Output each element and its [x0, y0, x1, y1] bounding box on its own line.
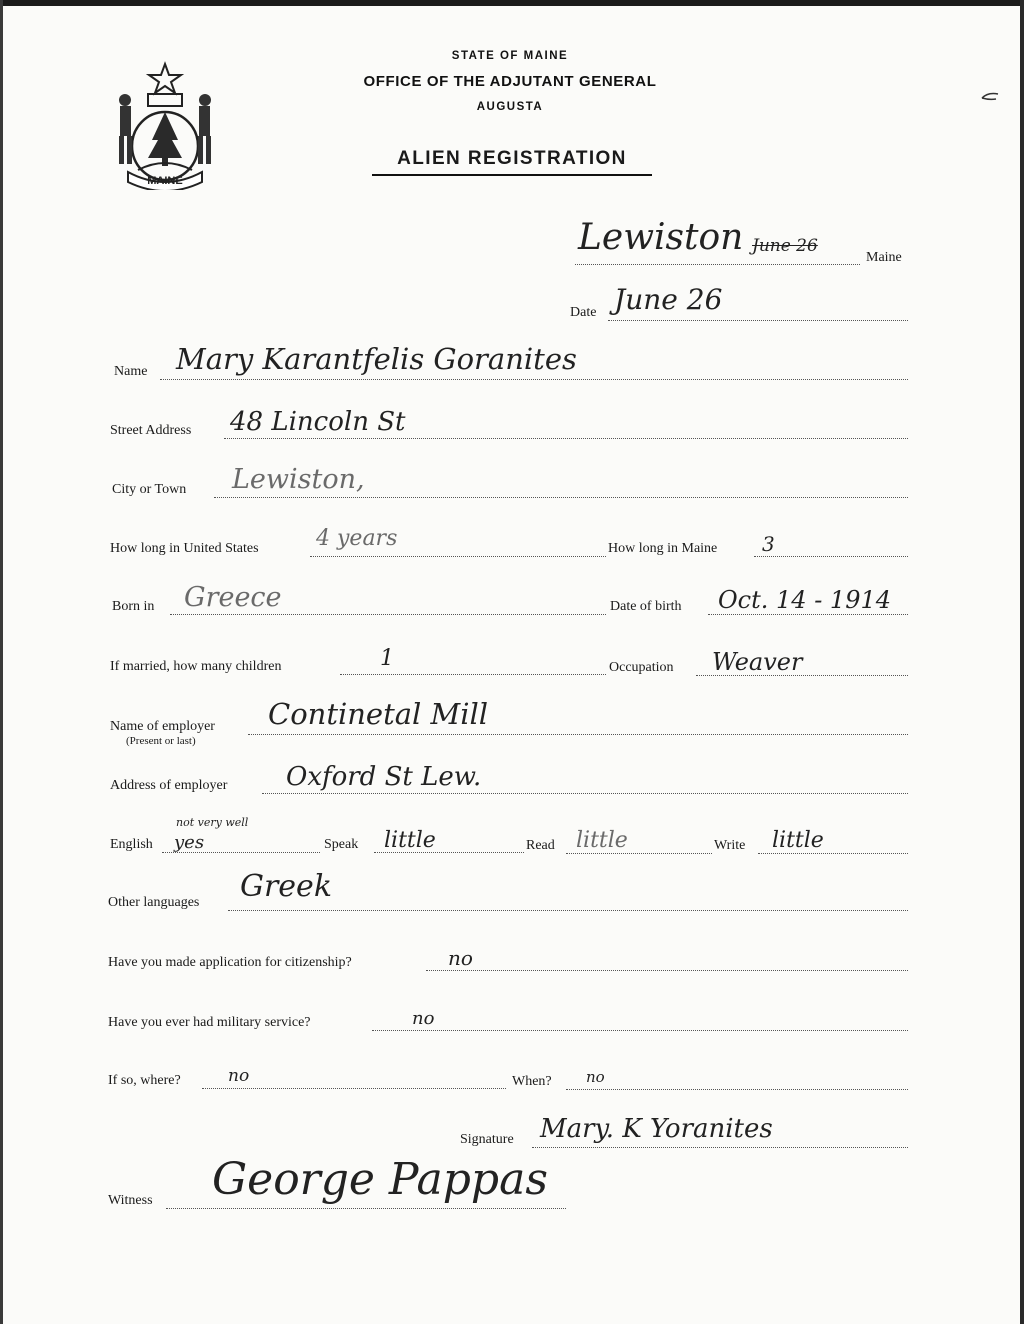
date-label: Date — [570, 305, 597, 320]
form-title: ALIEN REGISTRATION — [372, 148, 652, 176]
occupation-value: Weaver — [712, 648, 803, 676]
dob-value: Oct. 14 - 1914 — [718, 586, 892, 614]
date-value: June 26 — [614, 283, 723, 316]
employer-value: Continetal Mill — [268, 697, 489, 731]
scan-edge-left — [0, 0, 3, 1324]
dob-label: Date of birth — [610, 599, 682, 614]
children-label: If married, how many children — [110, 659, 282, 674]
english-note: not very well — [176, 816, 249, 829]
employer-sublabel: (Present or last) — [126, 735, 196, 747]
name-label: Name — [114, 364, 148, 379]
where-value: no — [228, 1066, 250, 1086]
street-value: 48 Lincoln St — [230, 407, 406, 437]
employer-label: Name of employer — [110, 719, 215, 734]
employer-address-label: Address of employer — [110, 778, 228, 793]
city-heading: AUGUSTA — [476, 101, 544, 113]
maine-seal-icon — [110, 60, 220, 190]
speak-value: little — [384, 828, 436, 853]
write-value: little — [772, 828, 824, 853]
witness-label: Witness — [108, 1193, 153, 1208]
scan-edge-right — [1020, 0, 1024, 1324]
when-value: no — [586, 1068, 605, 1086]
other-languages-value: Greek — [240, 869, 332, 904]
born-in-label: Born in — [112, 599, 155, 614]
state-label: Maine — [866, 250, 902, 265]
occupation-label: Occupation — [609, 660, 674, 675]
where-label: If so, where? — [108, 1073, 181, 1088]
military-label: Have you ever had military service? — [108, 1015, 311, 1030]
place-value: Lewiston — [578, 217, 744, 258]
english-value: yes — [174, 832, 205, 853]
svg-text:MAINE: MAINE — [147, 175, 183, 187]
street-label: Street Address — [110, 423, 192, 438]
office-heading: OFFICE OF THE ADJUTANT GENERAL — [363, 73, 657, 90]
speak-label: Speak — [324, 837, 359, 852]
when-label: When? — [512, 1074, 552, 1089]
us-duration-value: 4 years — [316, 526, 398, 551]
signature-label: Signature — [460, 1132, 514, 1147]
read-value: little — [576, 828, 628, 853]
born-in-value: Greece — [184, 582, 282, 613]
english-label: English — [110, 837, 153, 852]
signature-value: Mary. K Yoranites — [540, 1114, 773, 1144]
city-value: Lewiston, — [232, 464, 365, 495]
maine-duration-value: 3 — [762, 532, 775, 556]
state-heading: STATE OF MAINE — [451, 50, 569, 62]
city-label: City or Town — [112, 482, 187, 497]
place-crossed-out: June 26 — [752, 236, 818, 256]
scan-edge-top — [0, 0, 1024, 6]
write-label: Write — [714, 838, 746, 853]
employer-address-value: Oxford St Lew. — [286, 762, 482, 792]
witness-value: George Pappas — [212, 1154, 548, 1205]
citizenship-value: no — [448, 946, 473, 970]
us-duration-label: How long in United States — [110, 541, 259, 556]
margin-mark-icon — [980, 90, 1000, 104]
other-languages-label: Other languages — [108, 895, 200, 910]
read-label: Read — [526, 838, 555, 853]
children-value: 1 — [380, 646, 394, 671]
name-value: Mary Karantfelis Goranites — [176, 342, 577, 376]
maine-duration-label: How long in Maine — [608, 541, 718, 556]
military-value: no — [412, 1008, 435, 1029]
citizenship-label: Have you made application for citizenship? — [108, 955, 352, 970]
